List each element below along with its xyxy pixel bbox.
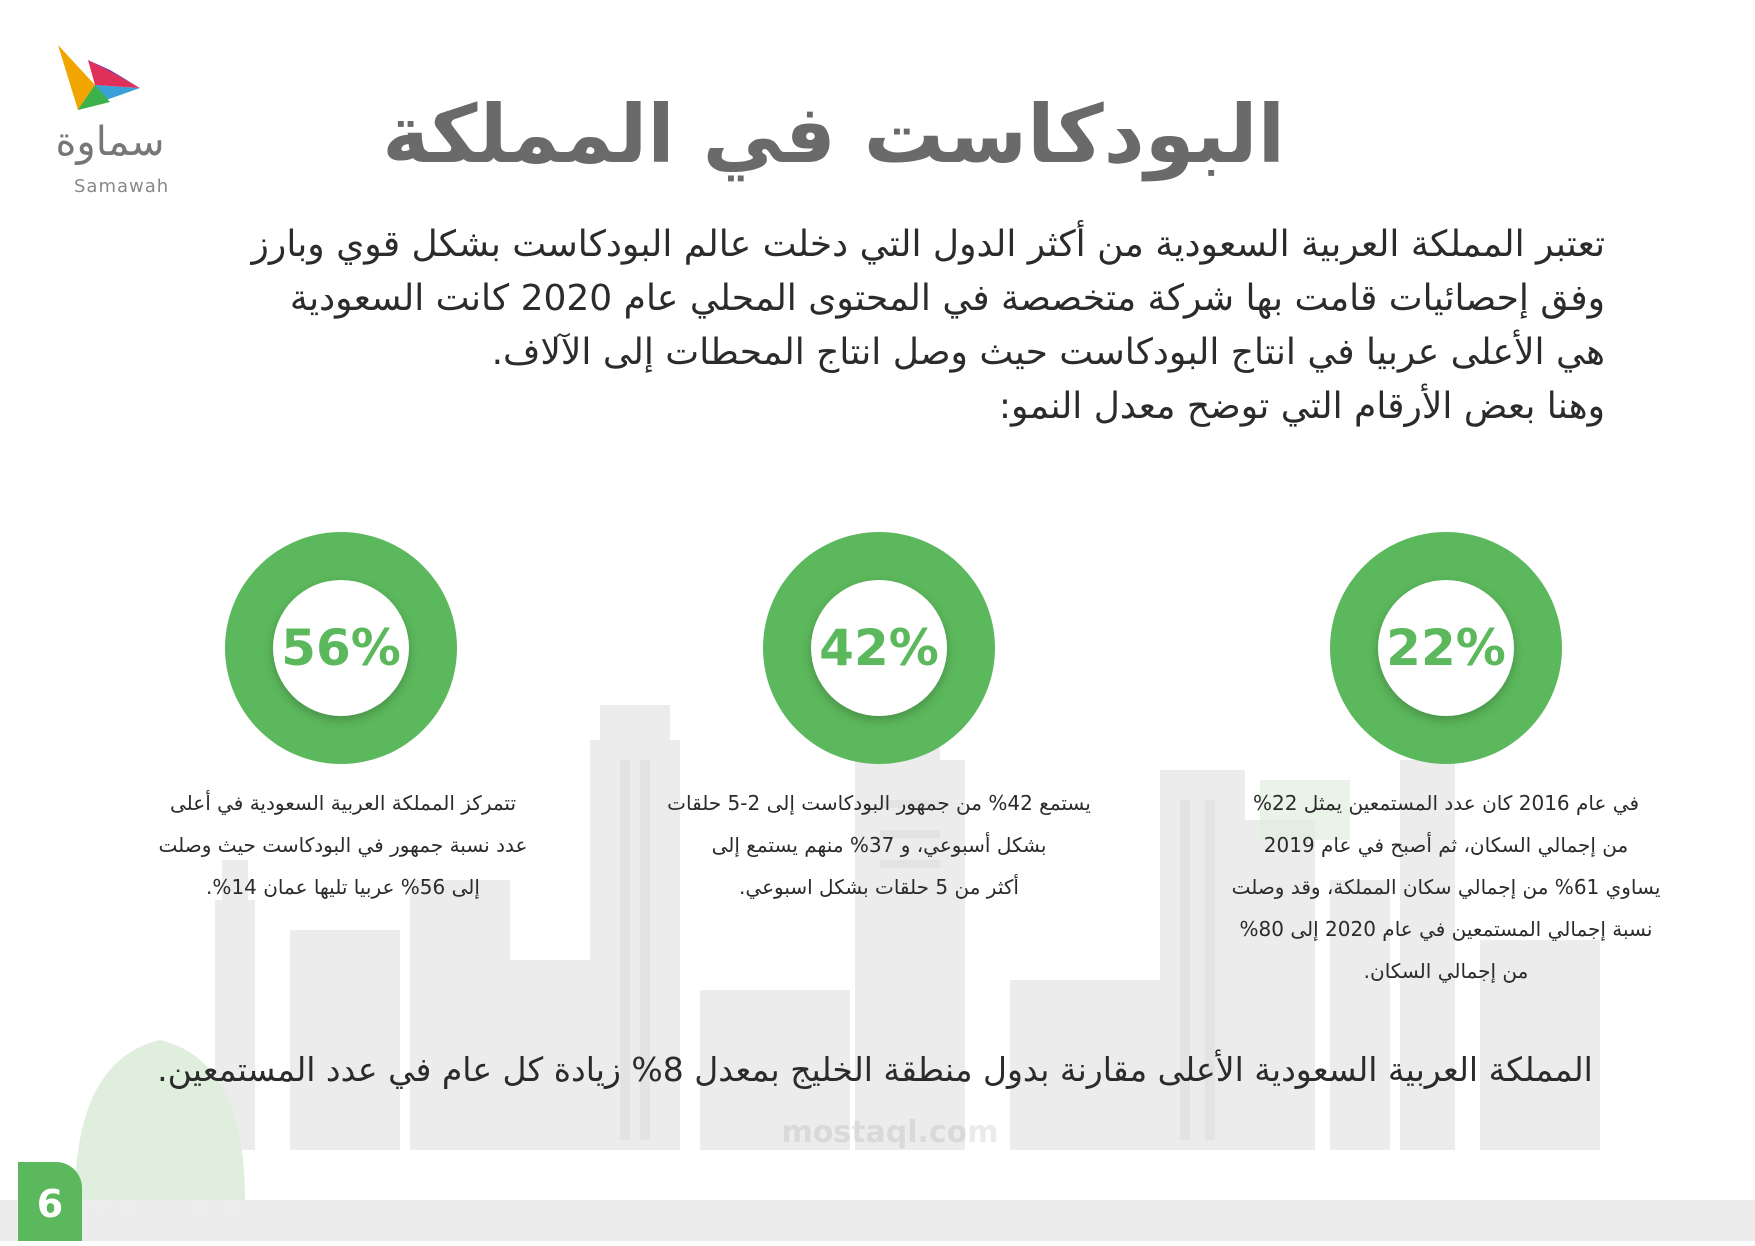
samawah-logo [50, 40, 170, 205]
page-title: البودكاست في المملكة [382, 88, 1285, 181]
percent-ring [763, 532, 995, 764]
intro-line: وفق إحصائيات قامت بها شركة متخصصة في المحتوى المحلي عام 2020 كانت السعودية [289, 278, 1605, 319]
percent-value: 22% [1386, 619, 1506, 677]
stat-description [632, 782, 1126, 908]
stat-line: تتمركز المملكة العربية السعودية في أعلى [169, 791, 517, 815]
watermark: mostaql.com [781, 1115, 999, 1150]
percent-ring [1330, 532, 1562, 764]
stat-line: عدد نسبة جمهور في البودكاست حيث وصلت [158, 833, 528, 857]
stat-line: نسبة إجمالي المستمعين في عام 2020 إلى 80% [1239, 917, 1653, 941]
stat-line: في عام 2016 كان عدد المستمعين يمثل 22% [1252, 791, 1640, 815]
stat-description [1190, 782, 1702, 992]
intro-line: وهنا بعض الأرقام التي توضح معدل النمو: [998, 386, 1605, 427]
percent-value: 42% [819, 619, 939, 677]
logo-text-arabic: سماوة [55, 119, 165, 165]
stat-line: يساوي 61% من إجمالي سكان المملكة، وقد وصلت [1231, 875, 1661, 899]
percent-value: 56% [281, 619, 401, 677]
stat-line: بشكل أسبوعي، و 37% منهم يستمع إلى [711, 833, 1047, 857]
logo-arrow-icon [50, 40, 150, 125]
logo-text-english: Samawah [74, 176, 170, 197]
intro-paragraph [145, 218, 1605, 434]
stat-description [104, 782, 582, 908]
intro-line: هي الأعلى عربيا في انتاج البودكاست حيث وصل انتاج المحطات إلى الآلاف. [491, 332, 1605, 373]
percent-ring [225, 532, 457, 764]
footer-note: المملكة العربية السعودية الأعلى مقارنة بدول منطقة الخليج بمعدل 8% زيادة كل عام في عدد المستمعين. [157, 1050, 1593, 1089]
intro-line: تعتبر المملكة العربية السعودية من أكثر الدول التي دخلت عالم البودكاست بشكل قوي وبارز [251, 224, 1605, 265]
stat-line: أكثر من 5 حلقات بشكل اسبوعي. [739, 875, 1019, 899]
stat-line: من إجمالي السكان. [1363, 959, 1529, 983]
stat-line: إلى 56% عربيا تليها عمان 14%. [206, 875, 480, 899]
page-number-badge: 6 [18, 1162, 82, 1241]
stat-line: يستمع 42% من جمهور البودكاست إلى 2-5 حلقات [667, 791, 1091, 815]
stat-line: من إجمالي السكان، ثم أصبح في عام 2019 [1263, 833, 1629, 857]
